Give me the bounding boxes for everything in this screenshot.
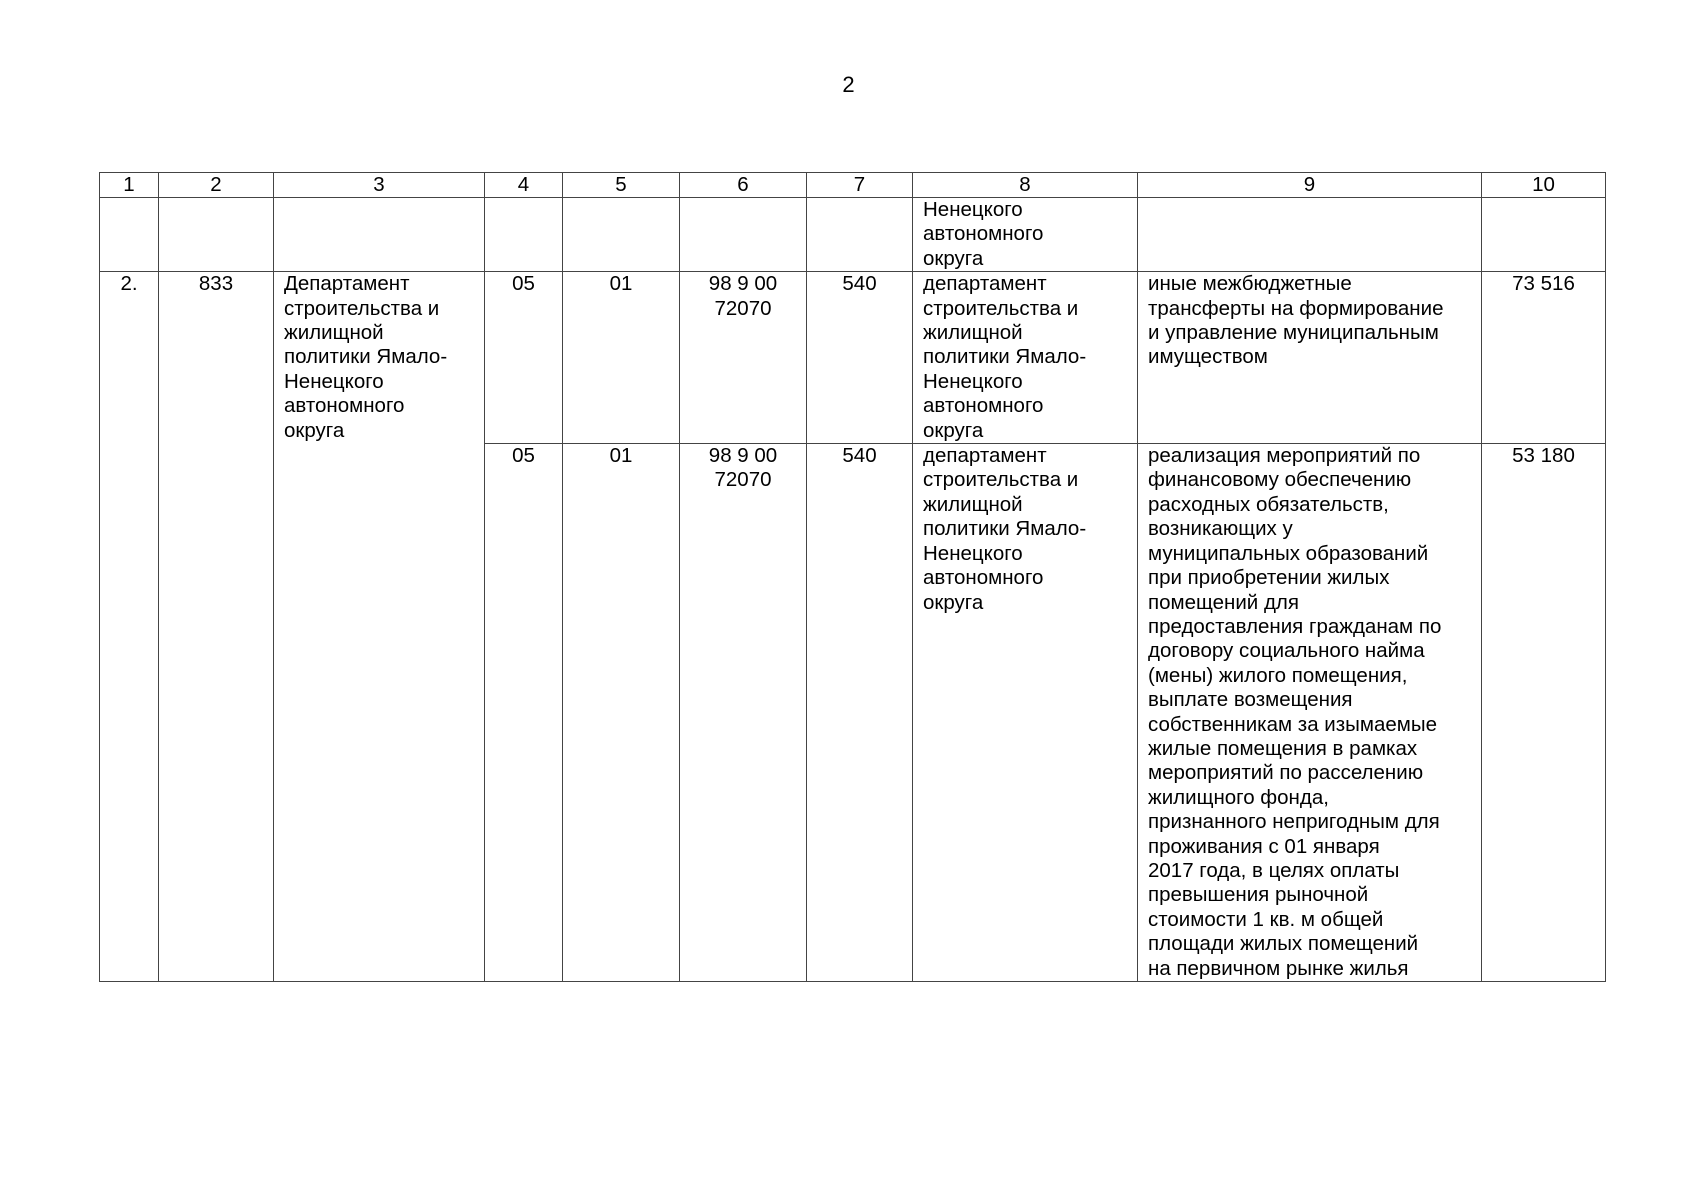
header-col-5: 5 <box>563 173 680 198</box>
target-article-cell: 98 9 00 72070 <box>680 444 807 982</box>
table-cell <box>485 198 563 272</box>
entry-code: 833 <box>159 272 274 982</box>
purpose-cell: реализация мероприятий по финансовому обеспечению расходных обязательств, возникающих у муниципальных образований при приобретении жилых помещений для предоставления гражданам по договору социального найма (мены) жилого помещения, выплате возмещения собственникам за изымаемые жилые помещения в рамках мероприятий по расселению жилищного фонда, признанного непригодным для проживания с 01 января 2017 года, в целях оплаты превышения рыночной стоимости 1 кв. м общей площади жилых помещений на первичном рынке жилья <box>1138 444 1482 982</box>
header-col-1: 1 <box>100 173 159 198</box>
header-col-10: 10 <box>1482 173 1606 198</box>
recipient-cell: департамент строительства и жилищной политики Ямало- Ненецкого автономного округа <box>913 272 1138 444</box>
recipient-cell: Ненецкого автономного округа <box>913 198 1138 272</box>
header-col-3: 3 <box>274 173 485 198</box>
section-cell: 05 <box>485 272 563 444</box>
header-row <box>100 173 1606 198</box>
table-cell <box>1138 198 1482 272</box>
table-cell <box>563 198 680 272</box>
page-number: 2 <box>842 72 855 97</box>
section-cell: 05 <box>485 444 563 982</box>
target-article-cell: 98 9 00 72070 <box>680 272 807 444</box>
table-cell <box>159 198 274 272</box>
header-col-8: 8 <box>913 173 1138 198</box>
entry-department: Департамент строительства и жилищной политики Ямало- Ненецкого автономного округа <box>274 272 485 982</box>
header-col-6: 6 <box>680 173 807 198</box>
budget-table <box>99 172 1606 982</box>
table-row <box>100 272 1606 444</box>
table-cell <box>680 198 807 272</box>
subsection-cell: 01 <box>563 272 680 444</box>
amount-cell: 73 516 <box>1482 272 1606 444</box>
table-cell <box>1482 198 1606 272</box>
header-col-4: 4 <box>485 173 563 198</box>
table-cell <box>100 198 159 272</box>
amount-cell: 53 180 <box>1482 444 1606 982</box>
continuation-row <box>100 198 1606 272</box>
table-cell <box>274 198 485 272</box>
header-col-2: 2 <box>159 173 274 198</box>
header-col-9: 9 <box>1138 173 1482 198</box>
expense-type-cell: 540 <box>807 444 913 982</box>
expense-type-cell: 540 <box>807 272 913 444</box>
recipient-cell: департамент строительства и жилищной политики Ямало- Ненецкого автономного округа <box>913 444 1138 982</box>
table-cell <box>807 198 913 272</box>
entry-number: 2. <box>100 272 159 982</box>
subsection-cell: 01 <box>563 444 680 982</box>
header-col-7: 7 <box>807 173 913 198</box>
purpose-cell: иные межбюджетные трансферты на формирование и управление муниципальным имуществом <box>1138 272 1482 444</box>
